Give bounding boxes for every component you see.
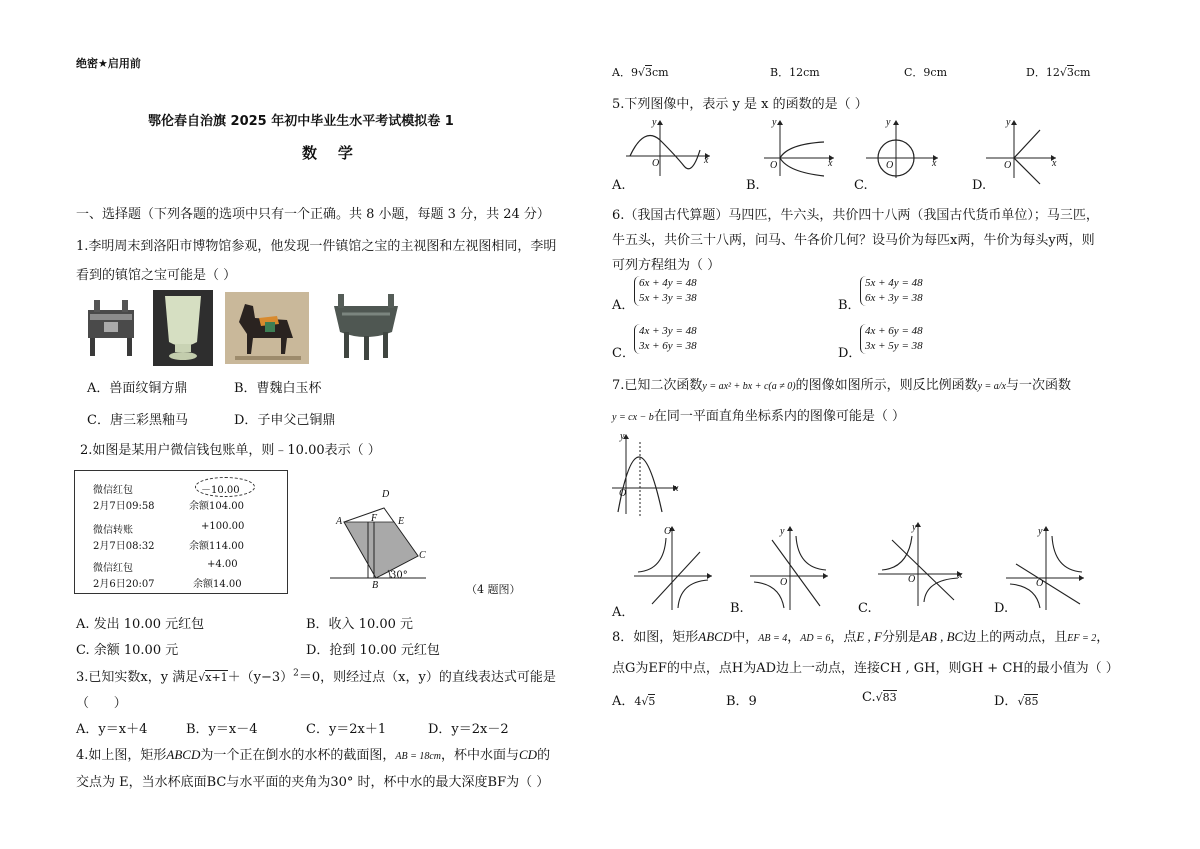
q3-option-b[interactable]: B．y＝x－4 bbox=[186, 722, 258, 737]
q8-stem-line1: 8．如图，矩形ABCD中，AB = 4，AD = 6，点E , F分别是AB , BC边上的两动点，且EF = 2， bbox=[612, 629, 1110, 645]
q4-label-b: B bbox=[372, 580, 379, 591]
q4-label-d: D bbox=[382, 489, 390, 500]
section-heading: 一、选择题（下列各题的选项中只有一个正确。共 8 小题，每题 3 分，共 24 分） bbox=[76, 207, 550, 222]
q5c-y-label: y bbox=[886, 117, 891, 128]
q4-rect-name: ABCD bbox=[166, 747, 201, 762]
q2-option-b[interactable]: B．收入 10.00 元 bbox=[306, 617, 414, 632]
q1-option-d[interactable]: D．子申父己铜鼎 bbox=[234, 413, 336, 428]
q6-option-c[interactable]: C． bbox=[612, 346, 635, 361]
q1-stem-line1: 1.李明周末到洛阳市博物馆参观，他发现一件镇馆之宝的主视图和左视图相同，李明 bbox=[76, 239, 557, 254]
q4-option-a[interactable] bbox=[612, 64, 669, 80]
q7-option-a[interactable]: A． bbox=[612, 605, 635, 620]
q6-d-eq2: 3x + 5y = 38 bbox=[865, 340, 923, 352]
q7d-origin: O bbox=[1036, 578, 1044, 589]
bill-row3-amount: +4.00 bbox=[207, 559, 238, 570]
bronze-ding-photo bbox=[326, 292, 406, 364]
q7-stem-post: 与一次函数 bbox=[1005, 378, 1071, 393]
q8-option-a-coef: 4 bbox=[634, 695, 642, 708]
q5a-y-label: y bbox=[652, 117, 657, 128]
q7-graph-b bbox=[750, 524, 836, 610]
q4-option-a-unit: cm bbox=[651, 66, 669, 79]
q6-c-eq2: 3x + 6y = 38 bbox=[639, 340, 697, 352]
confidential-mark: 绝密★启用前 bbox=[76, 57, 141, 70]
q4-label-c: C bbox=[419, 550, 426, 561]
q6-option-c-system bbox=[634, 324, 697, 354]
q6-c-eq1: 4x + 3y = 48 bbox=[639, 325, 697, 337]
q5-option-a[interactable]: A. bbox=[612, 178, 626, 193]
q3-stem bbox=[76, 666, 556, 685]
q8-ad: AD = 6 bbox=[800, 633, 831, 644]
q4-option-d-rad: 3 bbox=[1066, 66, 1074, 79]
subject-title: 数 学 bbox=[302, 144, 353, 162]
wechat-wallet-bill bbox=[74, 470, 288, 594]
q8-option-d-label: D． bbox=[994, 694, 1018, 709]
q5d-y-label: y bbox=[1006, 117, 1011, 128]
tang-horse-photo bbox=[225, 292, 309, 364]
q6-d-eq1: 4x + 6y = 48 bbox=[865, 325, 923, 337]
q5b-y-label: y bbox=[772, 117, 777, 128]
q4-option-a-sqrt: √3 bbox=[637, 66, 652, 79]
q5c-origin: O bbox=[886, 160, 894, 171]
q6-b-eq2: 6x + 3y = 38 bbox=[865, 292, 923, 304]
q6-stem-line2: 牛五头，共价三十八两，问马、牛各价几何？设马价为每匹x两，牛价为每头y两，则 bbox=[612, 233, 1095, 248]
q8-stem-pre: 8．如图，矩形 bbox=[612, 630, 699, 645]
q3-sqrt: √x+1 bbox=[198, 671, 228, 684]
q8-option-b[interactable]: B．9 bbox=[726, 694, 757, 709]
q8-option-d-rad: 85 bbox=[1024, 695, 1039, 708]
q4-stem-line1 bbox=[76, 744, 550, 763]
q8-ef-length: EF = 2 bbox=[1067, 633, 1097, 644]
q5a-origin: O bbox=[652, 158, 660, 169]
q4-option-b[interactable]: B．12cm bbox=[770, 66, 820, 79]
q8-stem-d: 边上的两动点，且 bbox=[963, 630, 1068, 645]
q7-option-c[interactable]: C. bbox=[858, 601, 872, 616]
q7-option-d[interactable]: D. bbox=[994, 601, 1009, 616]
q7b-origin: O bbox=[780, 577, 788, 588]
q8-option-a-rad: 5 bbox=[648, 695, 656, 708]
q6-option-b[interactable]: B． bbox=[838, 298, 861, 313]
q7-fig-origin: O bbox=[619, 488, 627, 499]
q5-option-d[interactable]: D. bbox=[972, 178, 987, 193]
q6-b-eq1: 5x + 4y = 48 bbox=[865, 277, 923, 289]
jade-cup-photo bbox=[153, 290, 213, 366]
q4-angle-label: 30° bbox=[390, 570, 408, 581]
q2-stem: 2.如图是某用户微信钱包账单，则﹣10.00表示（ ） bbox=[80, 443, 381, 458]
q3-option-a[interactable]: A．y＝x＋4 bbox=[76, 722, 148, 737]
q7-graph-c bbox=[878, 520, 968, 606]
q4-stem-end: 的 bbox=[537, 748, 551, 763]
q7-stem-mid: 的图像如图所示，则反比例函数 bbox=[795, 378, 978, 393]
q7d-y-label: y bbox=[1038, 526, 1043, 537]
q7-stem-pre: 7.已知二次函数 bbox=[612, 378, 703, 393]
q5c-x-label: x bbox=[932, 158, 937, 169]
q8-ef-points: E , F bbox=[856, 629, 882, 644]
q6-a-eq1: 6x + 4y = 48 bbox=[639, 277, 697, 289]
bill-row3-name: 微信红包 bbox=[93, 563, 133, 574]
bill-row3-time: 2月6日20:07 bbox=[93, 579, 155, 590]
q1-option-b[interactable]: B．曹魏白玉杯 bbox=[234, 381, 322, 396]
q4-stem-line2: 交点为 E，当水杯底面BC与水平面的夹角为30° 时，杯中水的最大深度BF为（ ） bbox=[76, 775, 550, 790]
q4-stem-mid: 为一个正在倒水的水杯的截面图， bbox=[200, 748, 396, 763]
q8-option-a-label: A． bbox=[612, 694, 635, 709]
q7-stem-line2 bbox=[612, 405, 905, 424]
q4-option-d-unit: cm bbox=[1073, 66, 1091, 79]
q5d-origin: O bbox=[1004, 160, 1012, 171]
q7-option-b[interactable]: B. bbox=[730, 601, 744, 616]
q3-option-d[interactable]: D．y＝2x－2 bbox=[428, 722, 509, 737]
q4-option-a-val: A．9 bbox=[612, 66, 638, 79]
q7-parabola-figure bbox=[612, 432, 688, 516]
q8-ab-bc: AB , BC bbox=[920, 629, 964, 644]
q7-fig-y: y bbox=[620, 431, 625, 442]
q7-stem-line1 bbox=[612, 374, 1071, 393]
q6-option-d-system bbox=[860, 324, 923, 354]
q8-stem-line2: 点G为EF的中点，点H为AD边上一动点，连接CH , GH，则GH + CH的最小值为（ ） bbox=[612, 661, 1119, 676]
bill-row2-time: 2月7日08:32 bbox=[93, 541, 155, 552]
amount-highlight-ellipse bbox=[195, 477, 255, 497]
q6-option-b-system bbox=[860, 276, 923, 306]
q4-stem-pre: 4.如上图，矩形 bbox=[76, 748, 167, 763]
q3-stem-mid: ＋（y−3） bbox=[227, 670, 294, 685]
q7-reciprocal: y = a/x bbox=[977, 381, 1006, 392]
q5b-x-label: x bbox=[828, 158, 833, 169]
q2-option-c[interactable]: C. 余额 10.00 元 bbox=[76, 643, 179, 658]
q3-stem-pre: 3.已知实数x，y 满足 bbox=[76, 670, 199, 685]
bill-row1-time: 2月7日09:58 bbox=[93, 501, 155, 512]
q4-option-a-rad: 3 bbox=[644, 66, 652, 79]
q6-option-a-system bbox=[634, 276, 697, 306]
q4-option-d-sqrt: √3 bbox=[1059, 66, 1074, 79]
bill-row3-balance: 余额14.00 bbox=[193, 579, 242, 590]
q5-graph-d bbox=[986, 118, 1066, 178]
q7-stem2-text: 在同一平面直角坐标系内的图像可能是（ ） bbox=[653, 409, 905, 424]
bill-row1-name: 微信红包 bbox=[93, 485, 133, 496]
q7c-y-label: y bbox=[912, 522, 917, 533]
bill-row2-balance: 余额114.00 bbox=[189, 541, 244, 552]
q5a-x-label: x bbox=[704, 155, 709, 166]
q4-cup-figure bbox=[326, 484, 436, 584]
q5-option-b[interactable]: B. bbox=[746, 178, 760, 193]
q6-option-a[interactable]: A． bbox=[612, 298, 635, 313]
q8-option-c-label: C. bbox=[862, 690, 876, 705]
bill-row1-amount: －10.00 bbox=[201, 485, 240, 496]
q5d-x-label: x bbox=[1052, 158, 1057, 169]
q4-option-d[interactable] bbox=[1026, 64, 1090, 80]
q3-radicand: x+1 bbox=[205, 671, 228, 684]
q8-option-a[interactable] bbox=[612, 690, 655, 709]
q1-stem-line2: 看到的镇馆之宝可能是（ ） bbox=[76, 268, 237, 283]
bill-row2-amount: +100.00 bbox=[201, 521, 245, 532]
q5-graph-c bbox=[866, 118, 946, 178]
q6-stem-line3: 可列方程组为（ ） bbox=[612, 258, 721, 273]
q7a-origin: O bbox=[664, 526, 672, 537]
q3-option-c[interactable]: C．y＝2x＋1 bbox=[306, 722, 387, 737]
q7-fig-x: x bbox=[674, 483, 679, 494]
q5-stem: 5.下列图像中，表示 y 是 x 的函数的是（ ） bbox=[612, 97, 868, 112]
q8-option-c-rad: 83 bbox=[882, 691, 897, 704]
exam-title: 鄂伦春自治旗 2025 年初中毕业生水平考试模拟卷 1 bbox=[148, 114, 454, 129]
q4-label-f: F bbox=[371, 513, 378, 524]
q2-option-a[interactable]: A. 发出 10.00 元红包 bbox=[76, 617, 205, 632]
q4-ab-length: AB = 18cm bbox=[395, 751, 441, 762]
q7-quadratic: y = ax² + bx + c(a ≠ 0) bbox=[702, 381, 796, 392]
q8-option-a-sqrt: √5 bbox=[641, 695, 656, 708]
bill-row2-name: 微信转账 bbox=[93, 525, 133, 536]
q7b-y-label: y bbox=[780, 526, 785, 537]
q4-figure-caption: （4 题图） bbox=[466, 583, 521, 596]
q7-graph-a bbox=[634, 524, 720, 610]
q8-stem-c: 分别是 bbox=[881, 630, 921, 645]
q7-linear: y = cx − b bbox=[612, 412, 654, 423]
q3-stem-post: ＝0，则经过点（x，y）的直线表达式可能是 bbox=[298, 670, 556, 685]
q4-option-c[interactable]: C．9cm bbox=[904, 66, 948, 79]
q1-option-c[interactable]: C．唐三彩黑釉马 bbox=[87, 413, 188, 428]
q4-cd: CD bbox=[519, 747, 538, 762]
q8-option-c[interactable] bbox=[862, 690, 897, 705]
q8-option-d-sqrt: √85 bbox=[1017, 695, 1039, 708]
q8-option-c-sqrt: √83 bbox=[875, 691, 897, 704]
q5b-origin: O bbox=[770, 160, 778, 171]
q4-stem-post: ，杯中水面与 bbox=[441, 748, 520, 763]
bronze-square-ding-photo bbox=[76, 296, 146, 360]
q2-option-d[interactable]: D．抢到 10.00 元红包 bbox=[306, 643, 440, 658]
q7-graph-d bbox=[1006, 524, 1092, 610]
q3-paren: （ ） bbox=[76, 696, 127, 711]
q3-square-exp: 2 bbox=[293, 668, 299, 679]
q6-a-eq2: 5x + 3y = 38 bbox=[639, 292, 697, 304]
q8-option-d[interactable] bbox=[994, 690, 1038, 709]
q8-stem-b: ，点 bbox=[830, 630, 857, 645]
q4-label-e: E bbox=[398, 516, 405, 527]
q5-option-c[interactable]: C. bbox=[854, 178, 868, 193]
bill-row1-balance: 余额104.00 bbox=[189, 501, 244, 512]
q8-ab: AB = 4 bbox=[758, 633, 788, 644]
q8-rect-name: ABCD bbox=[698, 629, 733, 644]
q7c-x-label: x bbox=[958, 570, 963, 581]
q6-option-d[interactable]: D． bbox=[838, 346, 862, 361]
q8-stem-a: 中， bbox=[732, 630, 759, 645]
q5-graph-a bbox=[626, 118, 716, 178]
q1-option-a[interactable]: A．兽面纹铜方鼎 bbox=[87, 381, 188, 396]
q7c-origin: O bbox=[908, 574, 916, 585]
q4-label-a: A bbox=[336, 516, 343, 527]
q6-stem-line1: 6.（我国古代算题）马四匹，牛六头，共价四十八两（我国古代货币单位）；马三匹， bbox=[612, 208, 1099, 223]
q4-option-d-val: D．12 bbox=[1026, 66, 1060, 79]
